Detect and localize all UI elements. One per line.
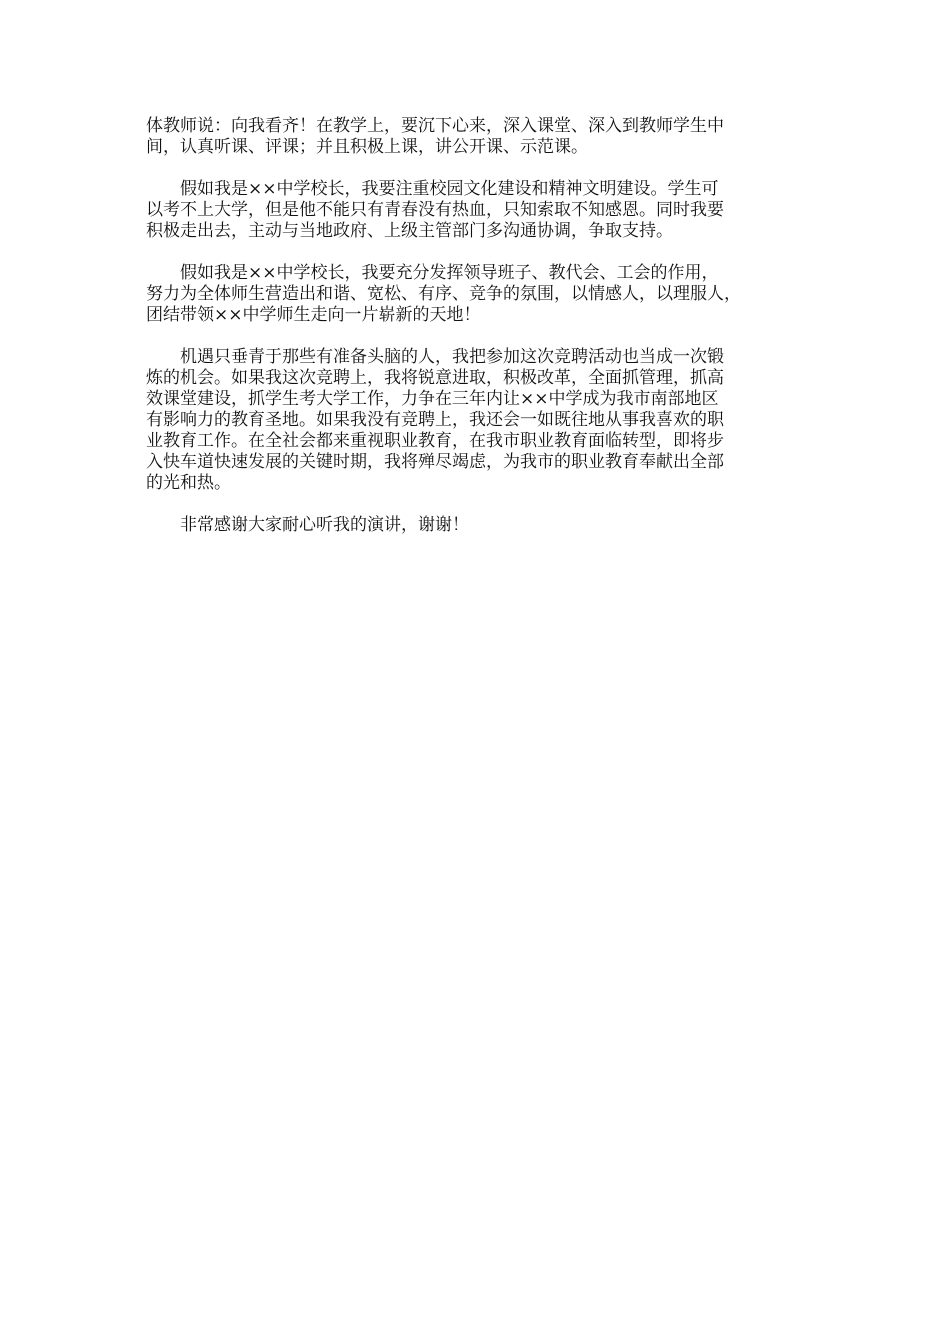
text-line: 积极走出去，主动与当地政府、上级主管部门多沟通协调，争取支持。 (146, 221, 673, 241)
paragraph-4 (146, 347, 806, 494)
text-line: 间，认真听课、评课；并且积极上课，讲公开课、示范课。 (146, 137, 588, 157)
text-line: 机遇只垂青于那些有准备头脑的人，我把参加这次竞聘活动也当成一次锻 (180, 347, 724, 367)
paragraph-2 (146, 179, 806, 242)
text-line: 炼的机会。如果我这次竞聘上，我将锐意进取，积极改革，全面抓管理，抓高 (146, 368, 724, 388)
text-line: 效课堂建设，抓学生考大学工作，力争在三年内让××中学成为我市南部地区 (146, 389, 719, 409)
text-line: 以考不上大学，但是他不能只有青春没有热血，只知索取不知感恩。同时我要 (146, 200, 724, 220)
text-line: 假如我是××中学校长，我要注重校园文化建设和精神文明建设。学生可 (180, 179, 719, 199)
text-line: 非常感谢大家耐心听我的演讲，谢谢！ (180, 515, 469, 535)
text-line: 假如我是××中学校长，我要充分发挥领导班子、教代会、工会的作用， (180, 263, 719, 283)
text-line: 体教师说：向我看齐！在教学上，要沉下心来，深入课堂、深入到教师学生中 (146, 116, 724, 136)
paragraph-3 (146, 263, 806, 326)
text-line: 努力为全体师生营造出和谐、宽松、有序、竞争的氛围，以情感人，以理服人， (146, 284, 741, 304)
document-body (146, 116, 806, 557)
text-line: 业教育工作。在全社会都来重视职业教育，在我市职业教育面临转型，即将步 (146, 431, 724, 451)
text-line: 有影响力的教育圣地。如果我没有竞聘上，我还会一如既往地从事我喜欢的职 (146, 410, 724, 430)
text-line: 的光和热。 (146, 473, 231, 493)
text-line: 入快车道快速发展的关键时期，我将殚尽竭虑，为我市的职业教育奉献出全部 (146, 452, 724, 472)
paragraph-1 (146, 116, 806, 158)
paragraph-5 (146, 515, 806, 536)
text-line: 团结带领××中学师生走向一片崭新的天地！ (146, 305, 481, 325)
